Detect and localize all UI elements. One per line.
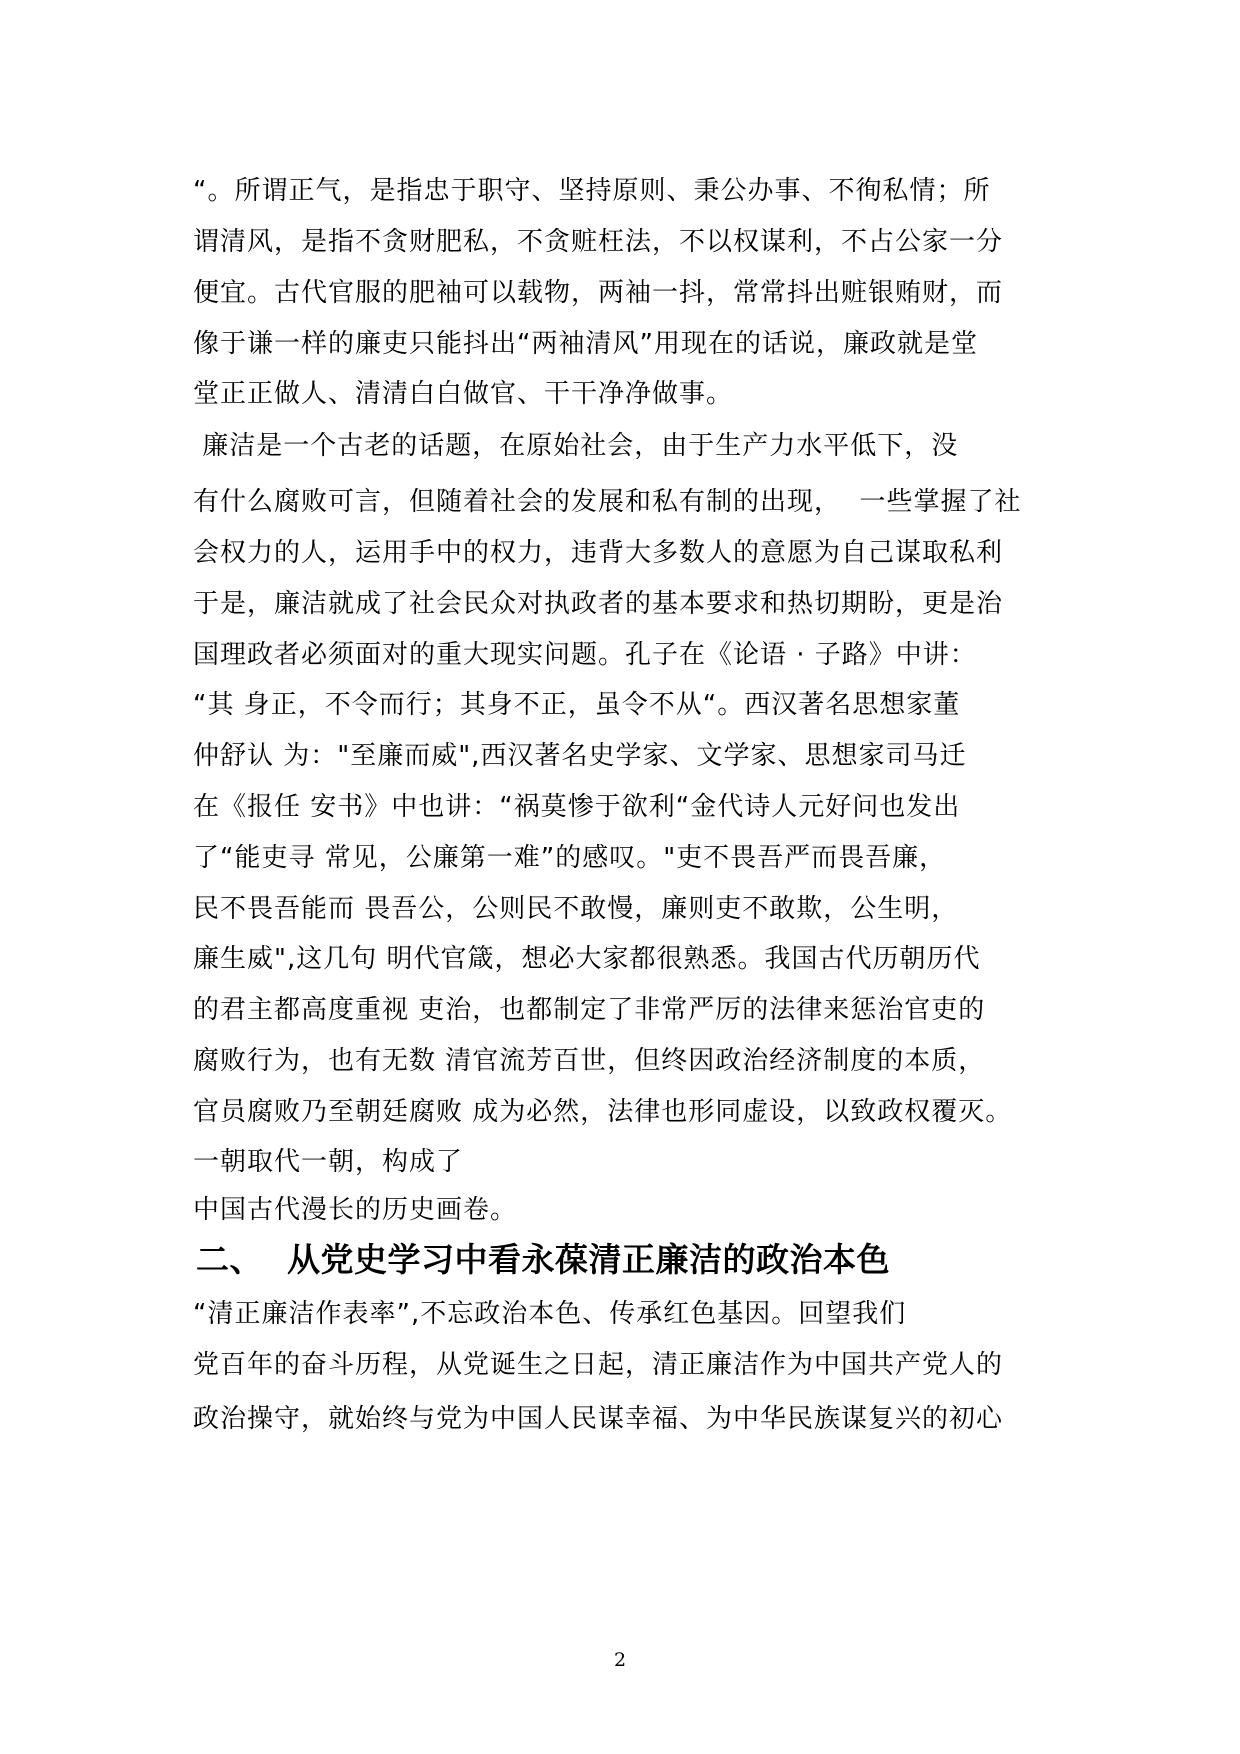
text-line: 国理政者必须面对的重大现实问题。孔子在《论语 · 子路》中讲： [193,640,977,670]
text-line: 了“能吏寻 常见，公廉第一难”的感叹。"吏不畏吾严而畏吾廉， [193,843,947,873]
text-line: “其 身正，不令而行；其身不正，虽令不从“。西汉著名思想家董 [193,690,961,720]
text-line: 像于谦一样的廉吏只能抖出“两袖清风”用现在的话说，廉政就是堂 [193,329,978,359]
text-line: 有什么腐败可言，但随着社会的发展和私有制的出现， 一些掌握了社 [193,487,1022,517]
text-line: 堂正正做人、清清白白做官、干干净净做事。 [193,379,734,409]
text-line: 中国古代漫长的历史画卷。 [193,1195,518,1225]
text-line: 于是，廉洁就成了社会民众对执政者的基本要求和热切期盼，更是治 [193,589,1004,619]
text-line: 会权力的人，运用手中的权力，违背大多数人的意愿为自己谋取私利 [193,538,1004,568]
text-line: “清正廉洁作表率”,不忘政治本色、传承红色基因。回望我们 [193,1299,907,1329]
section-heading: 二、 从党史学习中看永葆清正廉洁的政治本色 [196,1240,890,1279]
text-line: 廉生威",这几句 明代官箴，想必大家都很熟悉。我国古代历朝历代 [193,944,981,974]
text-line: “。所谓正气，是指忠于职守、坚持原则、秉公办事、不徇私情；所 [193,176,991,206]
text-line: 廉洁是一个古老的话题，在原始社会，由于生产力水平低下，没 [193,431,959,461]
text-line: 党百年的奋斗历程，从党诞生之日起，清正廉洁作为中国共产党人的 [193,1350,1004,1380]
text-line: 的君主都高度重视 吏治，也都制定了非常严厉的法律来惩治官吏的 [193,995,986,1025]
text-line: 在《报任 安书》中也讲：“祸莫惨于欲利“金代诗人元好问也发出 [193,792,961,822]
text-line: 官员腐败乃至朝廷腐败 成为必然，法律也形同虚设，以致政权覆灭。 [193,1097,1013,1127]
page-number: 2 [613,1649,627,1671]
text-line: 便宜。古代官服的肥袖可以载物，两袖一抖，常常抖出赃银贿财，而 [193,278,1004,308]
text-line: 一朝取代一朝，构成了 [193,1147,464,1177]
text-line: 谓清风，是指不贪财肥私，不贪赃枉法，不以权谋利，不占公家一分 [193,227,1004,257]
text-line: 民不畏吾能而 畏吾公，公则民不敢慢，廉则吏不敢欺，公生明， [193,894,959,924]
text-line: 政治操守，就始终与党为中国人民谋幸福、为中华民族谋复兴的初心 [193,1404,1004,1434]
text-line: 腐败行为，也有无数 清官流芳百世，但终因政治经济制度的本质， [193,1046,986,1076]
text-line: 仲舒认 为："至廉而威",西汉著名史学家、文学家、思想家司马迁 [193,741,967,771]
